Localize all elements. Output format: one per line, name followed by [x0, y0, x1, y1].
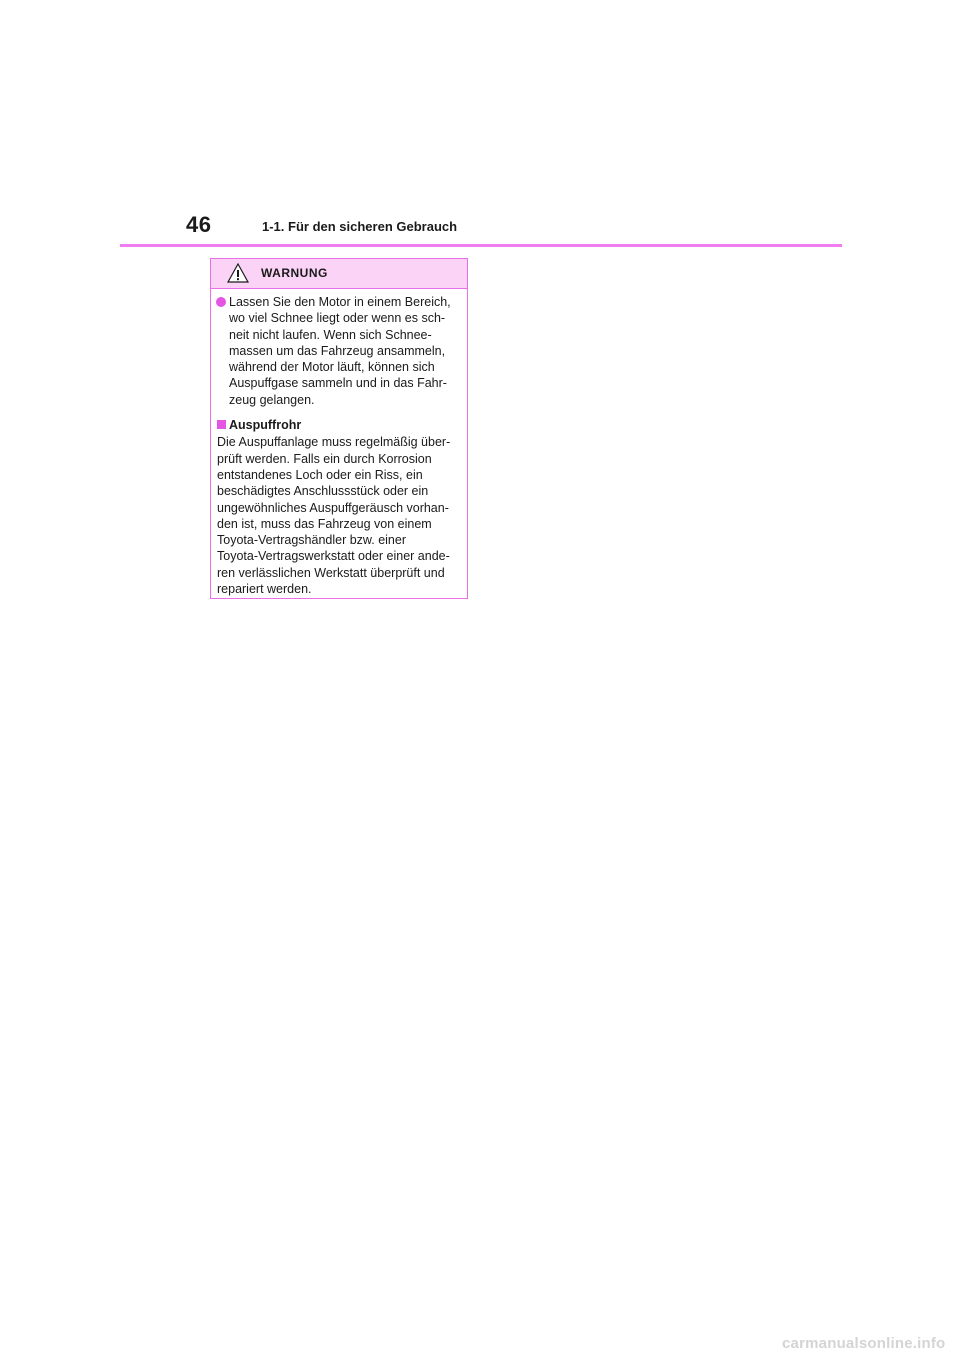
subheading-text: Auspuffrohr: [229, 418, 302, 433]
warning-triangle-icon: [227, 263, 249, 283]
bullet-line: massen um das Fahrzeug ansammeln,: [229, 343, 446, 358]
bullet-line: Auspuffgase sammeln und in das Fahr-: [229, 376, 447, 391]
warning-box: [210, 258, 468, 599]
paragraph-line: Toyota-Vertragswerkstatt oder einer ande-: [217, 549, 450, 564]
paragraph-line: beschädigtes Anschlussstück oder ein: [217, 484, 429, 499]
paragraph-line: ungewöhnliches Auspuffgeräusch vorhan-: [217, 500, 449, 515]
subheading-auspuffrohr: [217, 417, 459, 433]
bullet-line: zeug gelangen.: [229, 392, 315, 407]
warning-title: WARNUNG: [261, 266, 328, 280]
paragraph-line: den ist, muss das Fahrzeug von einem: [217, 516, 432, 531]
warning-body: [211, 289, 467, 597]
paragraph-line: Die Auspuffanlage muss regelmäßig über-: [217, 435, 451, 450]
section-title: 1-1. Für den sicheren Gebrauch: [262, 219, 458, 234]
paragraph-line: ren verlässlichen Werkstatt überprüft und: [217, 565, 445, 580]
watermark: carmanualsonline.info: [782, 1335, 946, 1352]
bullet-line: wo viel Schnee liegt oder wenn es sch-: [229, 311, 446, 326]
bullet-line: während der Motor läuft, können sich: [229, 360, 435, 375]
header-rule: [120, 244, 842, 247]
page-number: 46: [186, 212, 212, 237]
paragraph-line: repariert werden.: [217, 582, 312, 597]
bullet-line: neit nicht laufen. Wenn sich Schnee-: [229, 327, 432, 342]
paragraph-line: entstandenes Loch oder ein Riss, ein: [217, 467, 423, 482]
bullet-line: Lassen Sie den Motor in einem Bereich,: [229, 295, 451, 309]
warning-header: [211, 259, 467, 289]
exhaust-paragraph: [217, 434, 459, 597]
paragraph-line: prüft werden. Falls ein durch Korrosion: [217, 451, 432, 466]
paragraph-line: Toyota-Vertragshändler bzw. einer: [217, 533, 406, 548]
bullet-dot-icon: [216, 297, 226, 307]
warning-bullet: [217, 294, 459, 408]
square-marker-icon: [217, 420, 226, 429]
